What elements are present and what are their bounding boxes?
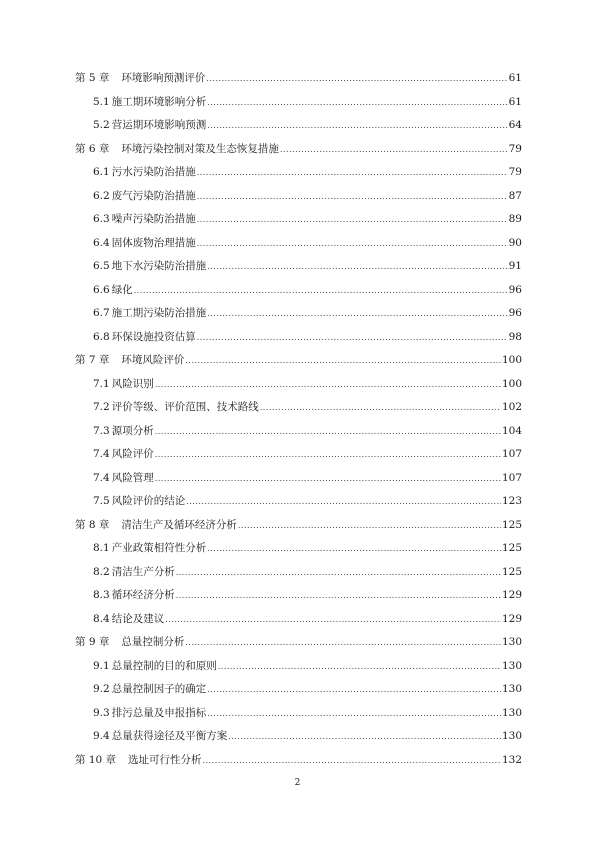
toc-section-entry[interactable] xyxy=(93,235,522,251)
toc-entry-label xyxy=(93,423,154,439)
toc-entry-title: 清洁生产分析 xyxy=(111,565,175,578)
toc-entry-page: 96 xyxy=(508,283,522,296)
toc-entry-number: 9.3 xyxy=(93,706,110,719)
toc-entry-label xyxy=(93,235,196,251)
toc-entry-number: 6.5 xyxy=(93,260,110,272)
toc-leader-dots xyxy=(203,753,501,769)
toc-entry-page: 130 xyxy=(501,706,522,719)
toc-section-entry[interactable] xyxy=(93,681,522,697)
toc-entry-page: 100 xyxy=(501,377,522,390)
toc-section-entry[interactable] xyxy=(93,399,522,415)
toc-chapter-entry[interactable] xyxy=(75,352,522,368)
toc-entry-label xyxy=(93,470,154,486)
toc-entry-number: 6.3 xyxy=(93,213,110,225)
toc-leader-dots xyxy=(280,142,508,158)
toc-leader-dots xyxy=(207,95,507,111)
toc-chapter-entry[interactable] xyxy=(75,517,522,533)
toc-entry-number: 7.1 xyxy=(93,377,110,390)
toc-entry-label xyxy=(93,611,164,627)
toc-section-entry[interactable] xyxy=(93,258,522,274)
toc-entry-page: 104 xyxy=(501,424,522,437)
toc-entry-number: 第 7 章 xyxy=(75,354,110,366)
toc-chapter-entry[interactable] xyxy=(75,141,522,157)
toc-entry-number: 5.2 xyxy=(93,119,110,131)
toc-entry-label xyxy=(93,258,206,274)
toc-entry-label xyxy=(93,329,196,345)
toc-entry-page: 61 xyxy=(508,95,522,108)
toc-leader-dots xyxy=(206,71,507,87)
toc-entry-title: 环境影响预测评价 xyxy=(121,72,206,84)
toc-leader-dots xyxy=(155,471,501,487)
toc-entry-title: 风险识别 xyxy=(111,377,154,390)
toc-entry-title: 环境污染控制对策及生态恢复措施 xyxy=(121,142,279,155)
toc-entry-title: 营运期环境影响预测 xyxy=(111,119,207,131)
toc-entry-number: 7.4 xyxy=(93,471,110,484)
toc-entry-title: 地下水污染防治措施 xyxy=(111,260,207,272)
toc-entry-title: 污水污染防治措施 xyxy=(111,166,196,178)
toc-leader-dots xyxy=(228,729,501,745)
toc-leader-dots xyxy=(155,447,501,463)
toc-entry-page: 96 xyxy=(508,307,522,319)
toc-section-entry[interactable] xyxy=(93,611,522,627)
toc-leader-dots xyxy=(197,189,508,205)
toc-section-entry[interactable] xyxy=(93,211,522,227)
toc-entry-label xyxy=(93,94,206,110)
toc-entry-number: 第 9 章 xyxy=(75,636,110,648)
toc-leader-dots xyxy=(186,494,501,510)
toc-entry-page: 79 xyxy=(508,166,522,178)
toc-entry-title: 选址可行性分析 xyxy=(128,753,202,766)
toc-entry-page: 130 xyxy=(501,683,522,695)
toc-entry-title: 循环经济分析 xyxy=(111,589,175,601)
toc-entry-title: 总量控制的目的和原则 xyxy=(111,659,217,672)
toc-entry-page: 87 xyxy=(508,189,522,202)
toc-leader-dots xyxy=(197,212,508,228)
toc-entry-label xyxy=(93,282,133,298)
toc-leader-dots xyxy=(238,518,501,534)
toc-chapter-entry[interactable] xyxy=(75,70,522,86)
toc-section-entry[interactable] xyxy=(93,658,522,674)
toc-entry-label xyxy=(75,141,279,157)
toc-entry-label xyxy=(93,446,154,462)
toc-leader-dots xyxy=(207,118,507,134)
toc-entry-page: 102 xyxy=(501,401,522,413)
toc-entry-title: 总量控制分析 xyxy=(121,636,185,648)
toc-chapter-entry[interactable] xyxy=(75,752,522,768)
toc-entry-number: 9.4 xyxy=(93,730,110,742)
toc-leader-dots xyxy=(207,306,507,322)
toc-entry-number: 9.1 xyxy=(93,659,110,672)
toc-entry-title: 源项分析 xyxy=(111,424,154,437)
toc-entry-title: 产业政策相符性分析 xyxy=(111,542,207,554)
toc-entry-page: 107 xyxy=(501,471,522,484)
toc-entry-label xyxy=(75,517,237,533)
toc-entry-label xyxy=(93,117,206,133)
toc-leader-dots xyxy=(176,565,501,581)
toc-entry-label xyxy=(93,540,206,556)
toc-entry-page: 125 xyxy=(501,518,522,531)
toc-entry-label xyxy=(93,188,196,204)
toc-section-entry[interactable] xyxy=(93,587,522,603)
toc-entry-number: 7.4 xyxy=(93,448,110,460)
toc-entry-page: 89 xyxy=(508,213,522,225)
toc-section-entry[interactable] xyxy=(93,188,522,204)
toc-entry-number: 6.2 xyxy=(93,189,110,202)
toc-entry-title: 施工期环境影响分析 xyxy=(111,95,207,108)
toc-entry-label xyxy=(93,564,175,580)
toc-entry-number: 8.1 xyxy=(93,542,110,554)
toc-entry-page: 129 xyxy=(501,612,522,625)
toc-entry-number: 8.2 xyxy=(93,565,110,578)
toc-entry-title: 废气污染防治措施 xyxy=(111,189,196,202)
toc-chapter-entry[interactable] xyxy=(75,634,522,650)
toc-entry-label xyxy=(93,164,196,180)
toc-entry-label xyxy=(93,376,154,392)
toc-entry-label xyxy=(75,70,205,86)
toc-entry-label xyxy=(93,305,206,321)
toc-entry-number: 8.4 xyxy=(93,612,110,625)
toc-entry-title: 风险评价 xyxy=(111,448,154,460)
toc-entry-number: 6.4 xyxy=(93,236,110,249)
toc-entry-label xyxy=(93,728,227,744)
toc-entry-page: 107 xyxy=(501,448,522,460)
toc-entry-number: 8.3 xyxy=(93,589,110,601)
toc-entry-title: 评价等级、评价范围、技术路线 xyxy=(111,401,259,413)
toc-entry-page: 64 xyxy=(508,119,522,131)
toc-entry-page: 130 xyxy=(501,636,522,648)
toc-section-entry[interactable] xyxy=(93,446,522,462)
toc-leader-dots xyxy=(165,612,501,628)
toc-leader-dots xyxy=(176,588,501,604)
toc-entry-number: 6.8 xyxy=(93,330,110,343)
toc-entry-number: 6.7 xyxy=(93,307,110,319)
toc-entry-page: 130 xyxy=(501,659,522,672)
toc-entry-title: 总量获得途径及平衡方案 xyxy=(111,730,228,742)
toc-leader-dots xyxy=(185,353,501,369)
toc-entry-number: 5.1 xyxy=(93,95,110,108)
toc-entry-number: 9.2 xyxy=(93,683,110,695)
toc-leader-dots xyxy=(197,165,508,181)
toc-leader-dots xyxy=(155,377,501,393)
toc-entry-page: 91 xyxy=(508,260,522,272)
toc-entry-page: 79 xyxy=(508,142,522,155)
toc-section-entry[interactable] xyxy=(93,470,522,486)
toc-entry-page: 100 xyxy=(501,354,522,366)
toc-entry-page: 123 xyxy=(501,495,522,507)
toc-entry-page: 125 xyxy=(501,542,522,554)
toc-entry-label xyxy=(93,399,259,415)
toc-leader-dots xyxy=(134,283,508,299)
toc-entry-label xyxy=(75,752,202,768)
toc-section-entry[interactable] xyxy=(93,423,522,439)
page-number: 2 xyxy=(294,778,301,788)
toc-section-entry[interactable] xyxy=(93,540,522,556)
toc-entry-title: 施工期污染防治措施 xyxy=(111,307,207,319)
toc-leader-dots xyxy=(207,706,501,722)
toc-entry-title: 风险评价的结论 xyxy=(111,495,186,507)
toc-section-entry[interactable] xyxy=(93,164,522,180)
toc-entry-title: 风险管理 xyxy=(111,471,154,484)
toc-leader-dots xyxy=(197,236,508,252)
toc-section-entry[interactable] xyxy=(93,305,522,321)
toc-leader-dots xyxy=(197,330,508,346)
toc-entry-label xyxy=(75,634,184,650)
toc-entry-label xyxy=(93,658,217,674)
toc-entry-page: 130 xyxy=(501,730,522,742)
toc-section-entry[interactable] xyxy=(93,117,522,133)
toc-section-entry[interactable] xyxy=(93,564,522,580)
toc-entry-title: 清洁生产及循环经济分析 xyxy=(121,518,237,531)
toc-entry-label xyxy=(93,705,206,721)
toc-entry-page: 61 xyxy=(508,72,522,84)
toc-entry-number: 7.5 xyxy=(93,495,110,507)
toc-entry-label xyxy=(93,681,206,697)
toc-entry-number: 7.3 xyxy=(93,424,110,437)
toc-entry-title: 排污总量及申报指标 xyxy=(111,706,207,719)
toc-leader-dots xyxy=(207,259,507,275)
toc-entry-label xyxy=(93,493,185,509)
toc-leader-dots xyxy=(218,659,501,675)
toc-section-entry[interactable] xyxy=(93,705,522,721)
toc-entry-page: 125 xyxy=(501,565,522,578)
toc-section-entry[interactable] xyxy=(93,282,522,298)
toc-entry-page: 132 xyxy=(501,753,522,766)
toc-entry-number: 第 8 章 xyxy=(75,518,110,531)
toc-entry-title: 环境风险评价 xyxy=(121,354,185,366)
toc-section-entry[interactable] xyxy=(93,493,522,509)
toc-entry-title: 总量控制因子的确定 xyxy=(111,683,207,695)
toc-section-entry[interactable] xyxy=(93,376,522,392)
toc-entry-title: 环保设施投资估算 xyxy=(111,330,196,343)
toc-entry-number: 6.6 xyxy=(93,283,110,296)
toc-section-entry[interactable] xyxy=(93,728,522,744)
toc-entry-page: 90 xyxy=(508,236,522,249)
toc-entry-number: 第 10 章 xyxy=(75,753,117,766)
toc-leader-dots xyxy=(207,682,501,698)
toc-entry-title: 绿化 xyxy=(111,283,133,296)
toc-leader-dots xyxy=(207,541,501,557)
toc-entry-title: 固体废物治理措施 xyxy=(111,236,196,249)
toc-leader-dots xyxy=(185,635,501,651)
toc-leader-dots xyxy=(260,400,501,416)
toc-entry-title: 结论及建议 xyxy=(111,612,165,625)
toc-section-entry[interactable] xyxy=(93,94,522,110)
toc-entry-label xyxy=(93,587,175,603)
toc-entry-page: 129 xyxy=(501,589,522,601)
toc-entry-label xyxy=(93,211,196,227)
toc-section-entry[interactable] xyxy=(93,329,522,345)
toc-entry-number: 6.1 xyxy=(93,166,110,178)
toc-entry-number: 7.2 xyxy=(93,401,110,413)
toc-entry-title: 噪声污染防治措施 xyxy=(111,213,196,225)
toc-entry-label xyxy=(75,352,184,368)
toc-entry-number: 第 5 章 xyxy=(75,72,110,84)
toc-leader-dots xyxy=(155,424,501,440)
toc-entry-number: 第 6 章 xyxy=(75,142,110,155)
toc-entry-page: 98 xyxy=(508,330,522,343)
